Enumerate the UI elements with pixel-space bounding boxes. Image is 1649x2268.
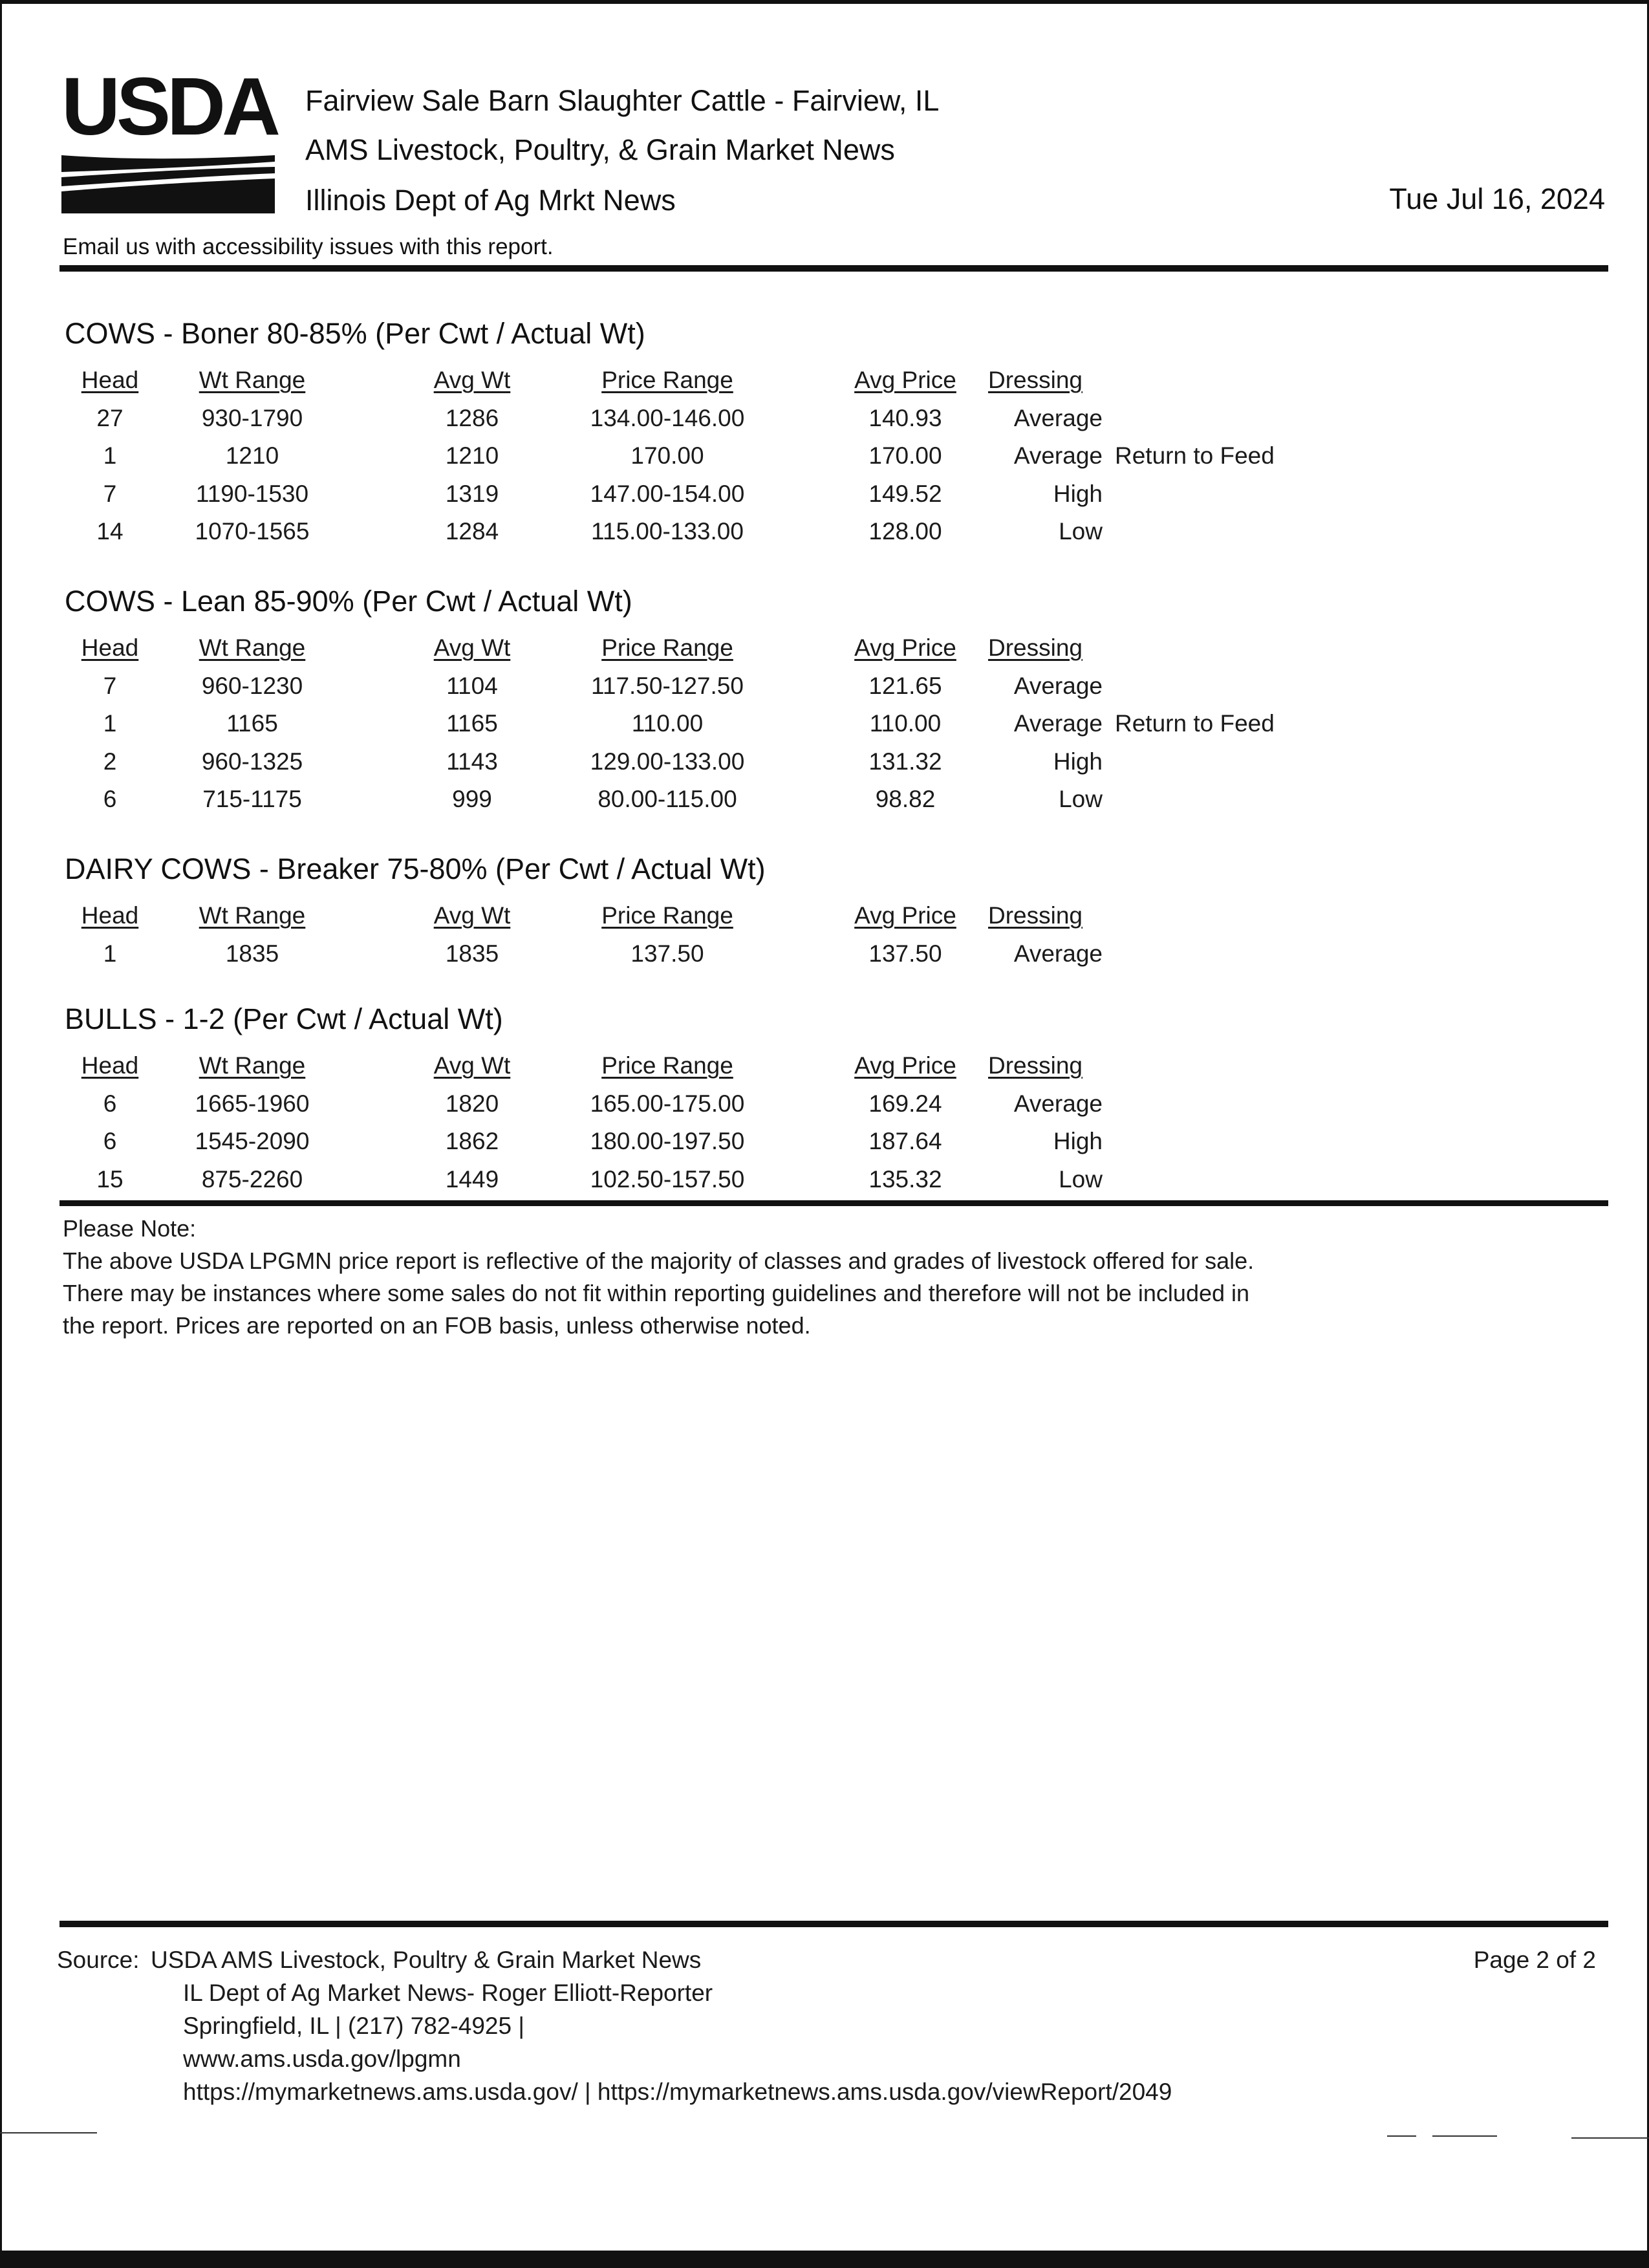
table-cell-head: 27: [96, 404, 124, 431]
table-cell-wt-range: 1545-2090: [195, 1128, 310, 1154]
report-subtitle-ams: AMS Livestock, Poultry, & Grain Market News: [305, 133, 895, 166]
source-line: USDA AMS Livestock, Poultry & Grain Market News: [151, 1947, 702, 1973]
table-cell-head: 6: [103, 1090, 117, 1117]
table-cell-dressing: High: [1053, 480, 1103, 507]
col-wt-range-header: Wt Range: [199, 902, 306, 929]
table-cell-avg-wt: 1104: [446, 672, 498, 699]
table-cell-avg-wt: 1284: [445, 518, 499, 545]
table-cell-price-range: 147.00-154.00: [590, 480, 745, 507]
table-cell-avg-price: 169.24: [868, 1090, 942, 1117]
table-cell-avg-wt: 1820: [445, 1090, 499, 1117]
scan-edge-bottom: [0, 2251, 1649, 2268]
col-wt-range-header: Wt Range: [199, 1052, 306, 1079]
table-cell-note: Return to Feed: [1115, 442, 1275, 469]
scan-mark-right: [1387, 2135, 1416, 2137]
table-cell-avg-price: 128.00: [868, 518, 942, 545]
section-title: COWS - Lean 85-90% (Per Cwt / Actual Wt): [65, 585, 632, 618]
table-cell-avg-wt: 1210: [445, 442, 499, 469]
table-cell-avg-price: 121.65: [868, 672, 942, 699]
section-title: COWS - Boner 80-85% (Per Cwt / Actual Wt): [65, 317, 645, 350]
col-head-header: Head: [81, 634, 139, 661]
table-cell-price-range: 180.00-197.50: [590, 1128, 745, 1154]
table-cell-price-range: 115.00-133.00: [591, 518, 744, 545]
report-section: [65, 1001, 1487, 1193]
table-cell-wt-range: 930-1790: [201, 404, 303, 431]
source-lines: [151, 1943, 1379, 2108]
please-note-block: [63, 1213, 1485, 1342]
table-cell-head: 1: [103, 940, 117, 967]
col-avg-wt-header: Avg Wt: [433, 902, 511, 929]
col-avg-price-header: Avg Price: [854, 367, 956, 393]
footer-divider: [59, 1921, 1608, 1927]
table-cell-wt-range: 960-1325: [201, 748, 303, 775]
page-number: Page 2 of 2: [1473, 1947, 1596, 1973]
report-section: [65, 851, 1487, 967]
usda-logo-text: USDA: [61, 61, 277, 152]
table-cell-dressing: Low: [1059, 786, 1103, 812]
col-wt-range-header: Wt Range: [199, 634, 306, 661]
table-cell-head: 6: [103, 786, 117, 812]
col-head-header: Head: [81, 367, 139, 393]
table-cell-head: 1: [103, 710, 117, 737]
col-wt-range-header: Wt Range: [199, 367, 306, 393]
table-cell-avg-wt: 1286: [445, 404, 499, 431]
table-cell-dressing: Average: [1013, 404, 1103, 431]
table-cell-avg-wt: 1862: [445, 1128, 499, 1154]
report-subtitle-dept: Illinois Dept of Ag Mrkt News: [305, 184, 676, 217]
table-cell-dressing: High: [1053, 748, 1103, 775]
scan-mark-right: [1571, 2137, 1649, 2139]
table-cell-dressing: Low: [1059, 1165, 1103, 1193]
col-price-range-header: Price Range: [601, 367, 733, 393]
source-link[interactable]: www.ams.usda.gov/lpgmn: [183, 2046, 461, 2072]
section-title: BULLS - 1-2 (Per Cwt / Actual Wt): [65, 1002, 503, 1035]
table-cell-wt-range: 1190-1530: [195, 480, 309, 507]
report-date: Tue Jul 16, 2024: [1389, 182, 1605, 215]
table-cell-wt-range: 1070-1565: [195, 518, 310, 545]
table-cell-head: 7: [103, 480, 117, 507]
col-head-header: Head: [81, 902, 139, 929]
table-cell-price-range: 137.50: [630, 940, 704, 967]
table-cell-head: 2: [103, 748, 117, 775]
col-head-header: Head: [81, 1052, 139, 1079]
header-divider: [59, 265, 1608, 272]
table-cell-dressing: Average: [1013, 1090, 1103, 1117]
table-cell-avg-price: 110.00: [869, 710, 942, 737]
table-cell-head: 14: [96, 518, 124, 545]
report-section: [65, 583, 1487, 812]
note-divider: [59, 1200, 1608, 1206]
please-note-heading: Please Note:: [63, 1215, 197, 1242]
table-cell-note: Return to Feed: [1115, 710, 1275, 737]
table-cell-wt-range: 875-2260: [201, 1165, 303, 1193]
table-cell-avg-wt: 1449: [445, 1165, 499, 1193]
table-cell-price-range: 80.00-115.00: [598, 786, 737, 812]
table-cell-wt-range: 715-1175: [202, 786, 302, 812]
table-cell-price-range: 102.50-157.50: [590, 1165, 745, 1193]
please-note-line: The above USDA LPGMN price report is reflective of the majority of classes and grades of livestock offered for sale.: [63, 1247, 1255, 1274]
table-cell-dressing: Average: [1013, 442, 1103, 469]
table-cell-avg-price: 131.32: [868, 748, 942, 775]
table-cell-wt-range: 1665-1960: [195, 1090, 310, 1117]
table-cell-avg-price: 135.32: [868, 1165, 942, 1193]
report-title: Fairview Sale Barn Slaughter Cattle - Fairview, IL: [305, 84, 940, 117]
table-cell-avg-price: 170.00: [868, 442, 942, 469]
table-cell-price-range: 134.00-146.00: [590, 404, 745, 431]
please-note-line: There may be instances where some sales do not fit within reporting guidelines and therefore will not be included in: [63, 1280, 1250, 1306]
report-section: [65, 316, 1487, 545]
table-cell-head: 7: [103, 672, 117, 699]
section-title: DAIRY COWS - Breaker 75-80% (Per Cwt / Actual Wt): [65, 852, 766, 885]
table-cell-dressing: Average: [1013, 672, 1103, 699]
table-cell-avg-wt: 1835: [445, 940, 499, 967]
col-dressing-header: Dressing: [988, 902, 1083, 929]
col-price-range-header: Price Range: [601, 1052, 733, 1079]
please-note-line: the report. Prices are reported on an FOB basis, unless otherwise noted.: [63, 1312, 811, 1339]
col-avg-wt-header: Avg Wt: [433, 367, 511, 393]
scan-mark-left: [0, 2132, 97, 2133]
table-cell-avg-price: 187.64: [868, 1128, 942, 1154]
table-cell-avg-price: 137.50: [868, 940, 942, 967]
table-cell-price-range: 129.00-133.00: [590, 748, 745, 775]
col-price-range-header: Price Range: [601, 902, 733, 929]
col-avg-price-header: Avg Price: [854, 1052, 956, 1079]
col-avg-price-header: Avg Price: [854, 902, 956, 929]
table-cell-price-range: 110.00: [631, 710, 704, 737]
col-avg-wt-header: Avg Wt: [433, 1052, 511, 1079]
table-cell-dressing: Average: [1013, 710, 1103, 737]
col-avg-price-header: Avg Price: [854, 634, 956, 661]
table-cell-avg-price: 149.52: [868, 480, 942, 507]
table-cell-price-range: 170.00: [630, 442, 704, 469]
source-label: Source:: [57, 1947, 140, 1973]
table-cell-avg-wt: 999: [452, 786, 492, 812]
usda-logo-field-icon: [61, 155, 275, 213]
table-cell-avg-wt: 1143: [446, 748, 498, 775]
col-dressing-header: Dressing: [988, 1052, 1083, 1079]
table-cell-head: 15: [96, 1165, 124, 1193]
scan-edge-left: [0, 0, 2, 2268]
scan-mark-right: [1432, 2135, 1497, 2137]
table-cell-dressing: Low: [1059, 518, 1103, 545]
source-line: Springfield, IL | (217) 782-4925 |: [183, 2013, 524, 2039]
scan-edge-top: [0, 0, 1649, 4]
table-cell-avg-wt: 1319: [445, 480, 499, 507]
table-cell-head: 1: [103, 442, 117, 469]
table-cell-price-range: 117.50-127.50: [591, 672, 744, 699]
table-cell-dressing: High: [1053, 1128, 1103, 1154]
table-cell-wt-range: 960-1230: [201, 672, 303, 699]
table-cell-dressing: Average: [1013, 940, 1103, 967]
col-dressing-header: Dressing: [988, 367, 1083, 393]
col-price-range-header: Price Range: [601, 634, 733, 661]
col-dressing-header: Dressing: [988, 634, 1083, 661]
source-line: IL Dept of Ag Market News- Roger Elliott-Reporter: [183, 1980, 713, 2006]
accessibility-email-note[interactable]: Email us with accessibility issues with this report.: [63, 234, 554, 259]
table-cell-wt-range: 1210: [225, 442, 279, 469]
table-cell-avg-price: 98.82: [875, 786, 936, 812]
table-cell-wt-range: 1835: [225, 940, 279, 967]
table-cell-avg-price: 140.93: [868, 404, 942, 431]
table-cell-wt-range: 1165: [226, 710, 278, 737]
source-link[interactable]: https://mymarketnews.ams.usda.gov/ | https://mymarketnews.ams.usda.gov/viewReport/2049: [183, 2079, 1172, 2105]
col-avg-wt-header: Avg Wt: [433, 634, 511, 661]
table-cell-avg-wt: 1165: [446, 710, 498, 737]
usda-logo: [61, 61, 277, 213]
table-cell-head: 6: [103, 1128, 117, 1154]
table-cell-price-range: 165.00-175.00: [590, 1090, 745, 1117]
